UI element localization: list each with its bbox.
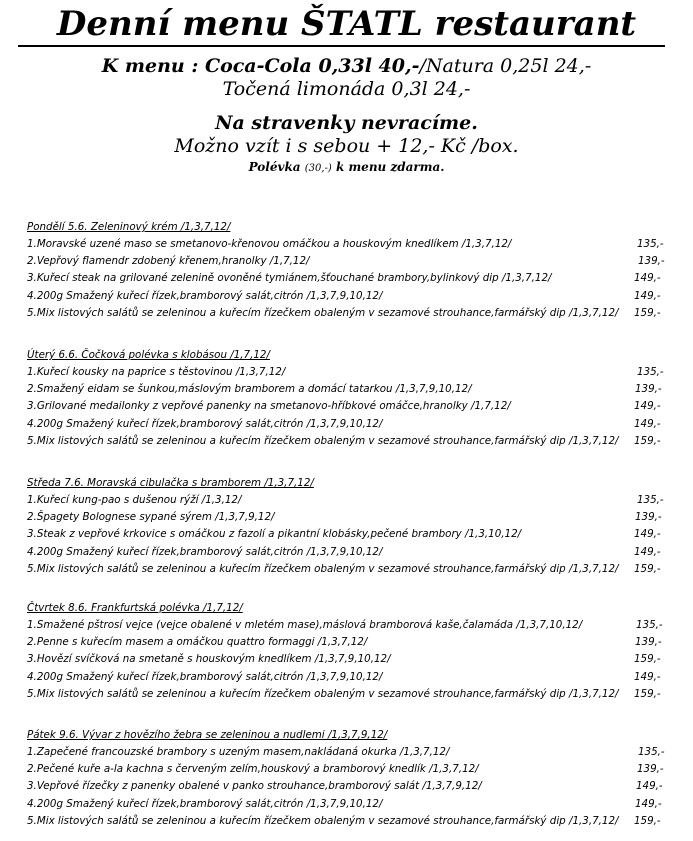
day-heading: Středa 7.6. Moravská cibulačka s bramborem /1,3,7,12/ (27, 477, 314, 489)
menu-item-text: 2.Smažený eidam se šunkou,máslovým bramborem a domácí tatarkou /1,3,7,9,10,12/ (27, 383, 472, 396)
menu-item-price: 135,- (637, 366, 664, 378)
lemonade-offer: Točená limonáda 0,3l 24,- (222, 78, 471, 100)
menu-item-price: 159,- (634, 653, 661, 666)
menu-item-price: 149,- (634, 400, 661, 413)
day-section-tuesday (27, 347, 677, 450)
menu-item-text: 5.Mix listových salátů se zeleninou a kuřecím řízečkem obaleným v sezamové strouhance,farmářský dip /1,3,7,12/ (27, 306, 619, 319)
menu-item-text: 3.Steak z vepřové krkovice s omáčkou z fazolí a pikantní klobásky,pečené brambory /1,3,10,12/ (27, 528, 522, 541)
menu-item-text: 1.Kuřecí kung-pao s dušenou rýží /1,3,12/ (27, 494, 242, 506)
menu-item (27, 796, 677, 813)
day-heading: Úterý 6.6. Čočková polévka s klobásou /1,7,12/ (27, 349, 270, 361)
menu-item-price: 139,- (638, 255, 665, 268)
day-heading: Pátek 9.6. Vývar z hovězího žebra se zeleninou a nudlemi /1,3,7,9,12/ (27, 729, 388, 741)
menu-item (27, 270, 677, 287)
menu-item-price: 159,- (634, 562, 661, 575)
menu-item (27, 492, 677, 509)
menu-item-text: 1.Zapečené francouzské brambory s uzeným masem,nakládaná okurka /1,3,7,12/ (27, 746, 450, 758)
day-heading: Pondělí 5.6. Zeleninový krém /1,3,7,12/ (27, 221, 231, 233)
menu-item-price: 135,- (636, 619, 663, 631)
menu-item (27, 433, 677, 450)
menu-item-text: 5.Mix listových salátů se zeleninou a kuřecím řízečkem obaleným v sezamové strouhance,farmářský dip /1,3,7,12/ (27, 562, 619, 575)
menu-item-text: 3.Kuřecí steak na grilované zelenině ovoněné tymiánem,šťouchané brambory,bylinkový dip /1,3,7,12/ (27, 272, 552, 285)
menu-item-price: 149,- (635, 797, 662, 810)
menu-item (27, 381, 677, 398)
menu-item-price: 135,- (637, 238, 664, 250)
voucher-notice: Na stravenky nevracíme. (215, 112, 478, 134)
menu-item-text: 2.Špagety Bolognese sypané sýrem /1,3,7,9,12/ (27, 511, 275, 524)
menu-item (27, 416, 677, 433)
soup-notice-a: Polévka (248, 160, 305, 174)
menu-item (27, 651, 677, 668)
menu-item (27, 544, 677, 561)
menu-item-text: 4.200g Smažený kuřecí řízek,bramborový salát,citrón /1,3,7,9,10,12/ (27, 670, 383, 683)
menu-item-text: 4.200g Smažený kuřecí řízek,bramborový salát,citrón /1,3,7,9,10,12/ (27, 289, 383, 302)
soup-notice (0, 159, 693, 177)
menu-item-text: 4.200g Smažený kuřecí řízek,bramborový salát,citrón /1,3,7,9,10,12/ (27, 797, 383, 810)
menu-item-price: 149,- (634, 545, 661, 558)
menu-item-text: 5.Mix listových salátů se zeleninou a kuřecím řízečkem obaleným v sezamové strouhance,farmářský dip /1,3,7,12/ (27, 687, 619, 700)
menu-item (27, 253, 677, 270)
menu-item-price: 149,- (634, 417, 661, 430)
menu-item (27, 305, 677, 322)
menu-item-price: 159,- (634, 687, 661, 700)
menu-item-price: 149,- (634, 670, 661, 683)
menu-item-price: 159,- (634, 814, 661, 827)
menu-item (27, 634, 677, 651)
day-section-wednesday (27, 475, 677, 578)
menu-item-price: 135,- (637, 494, 664, 506)
menu-item-price: 135,- (638, 746, 665, 758)
drink-offer-natura: /Natura 0,25l 24,- (419, 55, 592, 77)
menu-item-text: 4.200g Smažený kuřecí řízek,bramborový salát,citrón /1,3,7,9,10,12/ (27, 545, 383, 558)
menu-item (27, 617, 677, 634)
drink-offer-line (0, 54, 693, 78)
menu-item-price: 159,- (634, 434, 661, 447)
menu-item-price: 149,- (634, 289, 661, 302)
menu-item-text: 3.Grilované medailonky z vepřové panenky na smetanovo-hříbkové omáčce,hranolky /1,7,12/ (27, 400, 511, 413)
takeaway-notice: Možno vzít i s sebou + 12,- Kč /box. (174, 135, 519, 157)
menu-item-text: 3.Vepřové řízečky z panenky obalené v panko strouhance,bramborový salát /1,3,7,9,12/ (27, 780, 482, 793)
day-section-monday (27, 219, 677, 322)
menu-item-text: 1.Kuřecí kousky na paprice s těstovinou /1,3,7,12/ (27, 366, 286, 378)
menu-item-text: 1.Smažené pštrosí vejce (vejce obalené v mletém mase),máslová bramborová kaše,čalamáda /1,3,7,10,12/ (27, 619, 583, 631)
menu-item (27, 744, 677, 761)
menu-item-price: 149,- (634, 528, 661, 541)
day-section-thursday (27, 600, 677, 703)
menu-item-text: 2.Pečené kuře a-la kachna s červeným zelím,houskový a bramborový knedlík /1,3,7,12/ (27, 763, 479, 776)
menu-item-text: 5.Mix listových salátů se zeleninou a kuřecím řízečkem obaleným v sezamové strouhance,farmářský dip /1,3,7,12/ (27, 814, 619, 827)
menu-item-price: 139,- (635, 511, 662, 524)
menu-item (27, 669, 677, 686)
menu-title: Denní menu ŠTATL restaurant (56, 4, 637, 44)
menu-item-text: 1.Moravské uzené maso se smetanovo-křenovou omáčkou a houskovým knedlíkem /1,3,7,12/ (27, 238, 512, 250)
menu-item-price: 139,- (637, 763, 664, 776)
day-section-friday (27, 727, 677, 830)
soup-notice-b: k menu zdarma. (331, 160, 445, 174)
menu-item-price: 149,- (634, 272, 661, 285)
menu-item (27, 526, 677, 543)
menu-item-price: 149,- (636, 780, 663, 793)
menu-item-text: 3.Hovězí svíčková na smetaně s houskovým knedlíkem /1,3,7,9,10,12/ (27, 653, 391, 666)
drink-offer-cola: K menu : Coca-Cola 0,33l 40,- (101, 55, 420, 77)
menu-item (27, 813, 677, 830)
menu-item (27, 686, 677, 703)
soup-price: (30,-) (304, 163, 332, 174)
menu-item (27, 778, 677, 795)
title-underline (18, 45, 665, 47)
menu-item (27, 561, 677, 578)
menu-item-text: 4.200g Smažený kuřecí řízek,bramborový salát,citrón /1,3,7,9,10,12/ (27, 417, 383, 430)
day-heading: Čtvrtek 8.6. Frankfurtská polévka /1,7,12/ (27, 602, 243, 614)
menu-item-price: 139,- (635, 383, 662, 396)
menu-item-text: 5.Mix listových salátů se zeleninou a kuřecím řízečkem obaleným v sezamové strouhance,farmářský dip /1,3,7,12/ (27, 434, 619, 447)
menu-item-price: 139,- (635, 636, 662, 649)
menu-item (27, 398, 677, 415)
menu-item-text: 2.Penne s kuřecím masem a omáčkou quattro formaggi /1,3,7,12/ (27, 636, 368, 649)
menu-item (27, 236, 677, 253)
menu-item (27, 288, 677, 305)
menu-item-text: 2.Vepřový flamendr zdobený křenem,hranolky /1,7,12/ (27, 255, 310, 268)
menu-item (27, 761, 677, 778)
menu-item (27, 509, 677, 526)
menu-item (27, 364, 677, 381)
menu-item-price: 159,- (634, 306, 661, 319)
